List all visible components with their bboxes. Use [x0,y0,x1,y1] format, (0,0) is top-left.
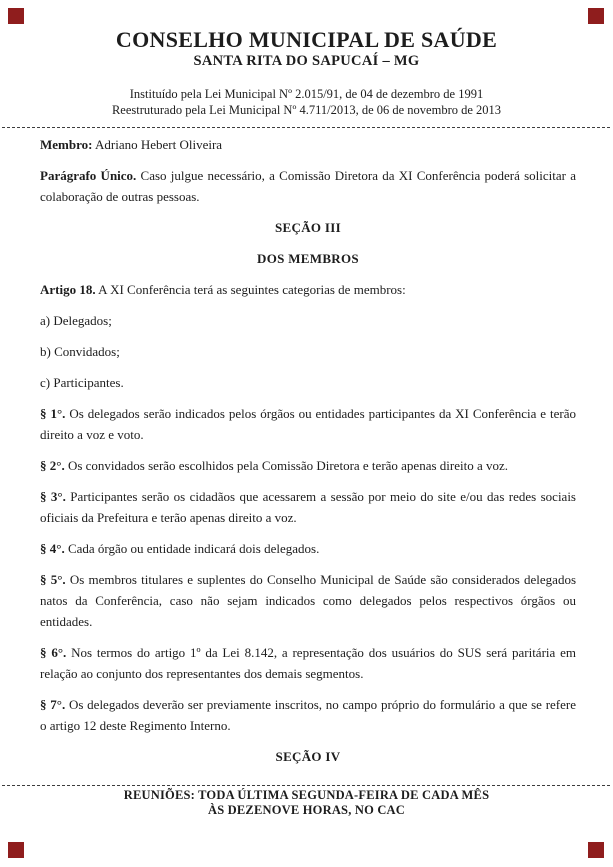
paragraph-3: § 3°. Participantes serão os cidadãos que acessarem a sessão por meio do site e/ou das redes sociais oficiais da Prefeitura e terão apenas direito a voz. [40,489,576,525]
section-heading-dos-membros: DOS MEMBROS [257,251,359,266]
section-heading-iii: SEÇÃO III [275,220,341,235]
paragraph-7: § 7°. Os delegados deverão ser previamente inscritos, no campo próprio do formulário a que se refere o artigo 12 deste Regimento Interno. [40,697,576,733]
paragraph-4: § 4°. Cada órgão ou entidade indicará dois delegados. [40,541,320,556]
paragraph-2: § 2°. Os convidados serão escolhidos pela Comissão Diretora e terão apenas direito a voz. [40,458,509,473]
member-value: Adriano Hebert Oliveira [92,137,223,152]
document-body [40,134,576,777]
artigo-18: Artigo 18. A XI Conferência terá as seguintes categorias de membros: [40,282,406,297]
corner-marker-top-left [8,8,24,24]
law-reference-line-2: Reestruturado pela Lei Municipal Nº 4.711/2013, de 06 de novembro de 2013 [111,102,502,117]
law-reference-block [0,87,613,118]
dashed-divider-top [2,126,611,128]
list-item-c: c) Participantes. [40,375,124,390]
paragraph-5: § 5°. Os membros titulares e suplentes do Conselho Municipal de Saúde são considerados delegados natos da Conferência, caso não sejam indicados como delegados pelos respectivos órgãos ou entidades. [40,572,577,629]
corner-marker-top-right [588,8,604,24]
dashed-divider-footer [2,784,611,786]
list-item-b: b) Convidados; [40,344,120,359]
document-header [0,0,613,118]
page-title: CONSELHO MUNICIPAL DE SAÚDE [115,27,498,52]
document-footer [0,784,613,867]
member-label: Membro: [40,137,93,152]
section-heading-iv: SEÇÃO IV [275,749,341,764]
member-line [40,134,576,155]
page-subtitle: SANTA RITA DO SAPUCAÍ – MG [193,53,420,69]
paragraph-unico: Parágrafo Único. Caso julgue necessário, a Comissão Diretora da XI Conferência poderá solicitar a colaboração de outras pessoas. [40,168,576,204]
paragraph-6: § 6°. Nos termos do artigo 1º da Lei 8.142, a representação dos usuários do SUS será paritária em relação ao conjunto dos representantes dos demais segmentos. [40,645,576,681]
footer-line-2: ÀS DEZENOVE HORAS, NO CAC [207,802,406,817]
law-reference-line-1: Instituído pela Lei Municipal Nº 2.015/91, de 04 de dezembro de 1991 [129,87,484,101]
footer-line-1: REUNIÕES: TODA ÚLTIMA SEGUNDA-FEIRA DE CADA MÊS [123,788,490,802]
list-item-a: a) Delegados; [40,313,112,328]
footer-text-block [0,788,613,817]
paragraph-1: § 1°. Os delegados serão indicados pelos órgãos ou entidades participantes da XI Conferência e terão direito a voz e voto. [40,406,577,442]
